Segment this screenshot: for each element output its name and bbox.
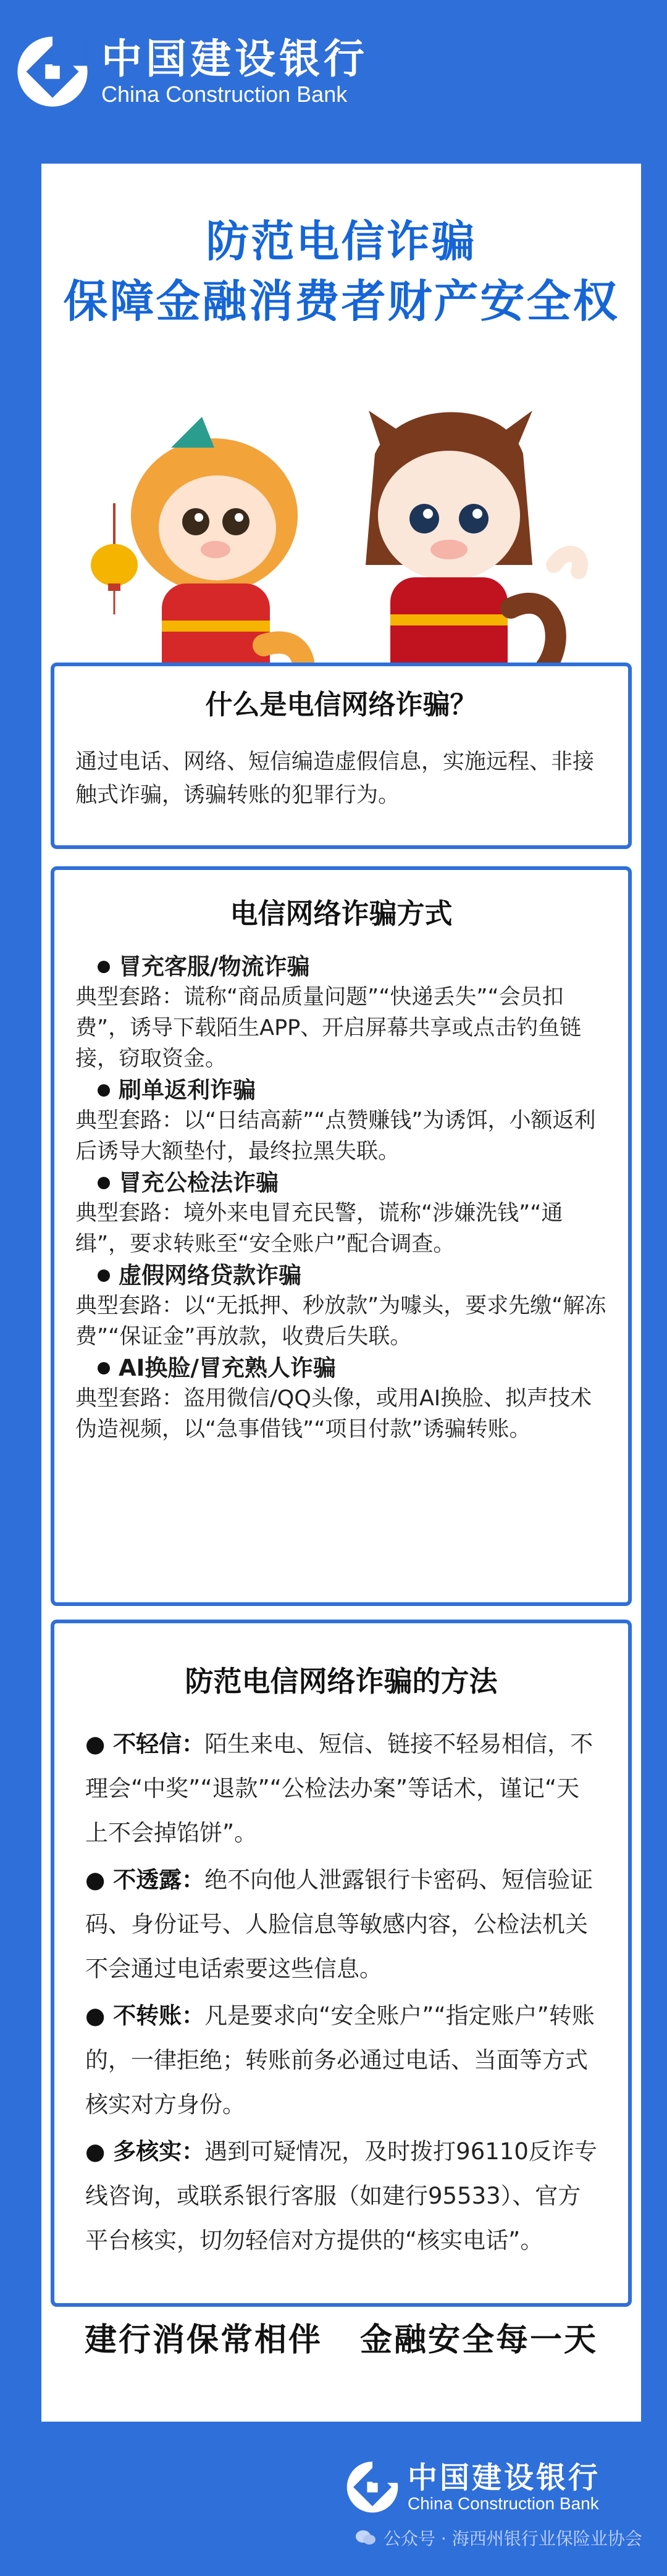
scam-item-desc: 典型套路：谎称“商品质量问题”“快递丢失”“会员扣费”，诱导下载陌生APP、开启屏幕共享或点击钓鱼链接，窃取资金。 xyxy=(75,985,582,1071)
method-text: 凡是要求向“安全账户”“指定账户”转账的，一律拒绝；转账前务必通过电话、当面等方式核实对方身份。 xyxy=(85,2002,595,2118)
bullet-icon xyxy=(98,1269,110,1282)
brand-name-en: China Construction Bank xyxy=(101,82,348,107)
scam-item-name: 冒充公检法诈骗 xyxy=(119,1169,279,1196)
card-what-title: 什么是电信网络诈骗？ xyxy=(205,689,477,721)
scam-item-name: 冒充客服/物流诈骗 xyxy=(119,953,310,980)
method-item xyxy=(54,1722,628,1855)
top-brand-logo xyxy=(16,28,368,115)
scam-item xyxy=(54,1353,628,1445)
scam-item-name: AI换脸/冒充熟人诈骗 xyxy=(119,1355,336,1381)
method-label: ● 多核实： xyxy=(85,2138,205,2165)
wechat-icon xyxy=(355,2529,376,2546)
card-prevention-methods xyxy=(51,1620,632,2307)
watermark-text: 公众号 · 海西州银行业保险业协会 xyxy=(384,2528,642,2549)
scam-item-desc: 典型套路：盗用微信/QQ头像，或用AI换脸、拟声技术伪造视频，以“急事借钱”“项目付款”诱骗转账。 xyxy=(75,1386,592,1442)
scam-item xyxy=(54,1168,628,1260)
card-what-body: 通过电话、网络、短信编造虚假信息，实施远程、非接触式诈骗，诱骗转账的犯罪行为。 xyxy=(75,750,595,808)
method-label: ● 不轻信： xyxy=(85,1731,205,1757)
method-label: ● 不转账： xyxy=(85,2002,205,2029)
method-item xyxy=(54,1994,628,2127)
bullet-icon xyxy=(98,1084,110,1097)
headline-line-1: 防范电信诈骗 xyxy=(206,216,477,267)
bottom-brand-logo xyxy=(346,2461,600,2514)
method-item xyxy=(54,2130,628,2263)
card-types-title: 电信网络诈骗方式 xyxy=(230,897,453,930)
scam-item xyxy=(54,952,628,1074)
bullet-icon xyxy=(98,1177,110,1189)
scam-item-desc: 典型套路：以“无抵押、秒放款”为噱头，要求先缴“解冻费”“保证金”再放款，收费后失联。 xyxy=(75,1294,606,1349)
scam-item-desc: 典型套路：以“日结高薪”“点赞赚钱”为诱饵，小额返利后诱导大额垫付，最终拉黑失联。 xyxy=(75,1108,596,1164)
brand-name-cn: 中国建设银行 xyxy=(408,2461,601,2495)
scam-item xyxy=(54,1076,628,1167)
method-text: 陌生来电、短信、链接不轻易相信，不理会“中奖”“退款”“公检法办案”等话术，谨记“天上不会掉馅饼”。 xyxy=(85,1731,594,1846)
scam-item-name: 刷单返利诈骗 xyxy=(119,1077,256,1103)
method-label: ● 不透露： xyxy=(85,1867,205,1893)
main-panel xyxy=(41,164,641,2422)
scam-item-name: 虚假网络贷款诈骗 xyxy=(119,1262,301,1289)
bullet-icon xyxy=(98,1362,110,1374)
brand-name-cn: 中国建设银行 xyxy=(101,35,368,83)
watermark xyxy=(355,2525,642,2550)
ccb-logo-icon xyxy=(16,35,89,108)
card-fraud-types xyxy=(51,866,632,1606)
headline-line-2: 保障金融消费者财产安全权 xyxy=(63,275,619,327)
ccb-logo-icon xyxy=(346,2461,399,2514)
card-what-is-fraud xyxy=(51,663,632,849)
card-methods-title: 防范电信网络诈骗的方法 xyxy=(185,1665,498,1698)
scam-item xyxy=(54,1261,628,1352)
scam-item-desc: 典型套路：境外来电冒充民警，谎称“涉嫌洗钱”“通缉”，要求转账至“安全账户”配合调查。 xyxy=(75,1201,563,1257)
method-item xyxy=(54,1858,628,1991)
brand-name-en: China Construction Bank xyxy=(408,2494,599,2513)
bullet-icon xyxy=(98,961,110,973)
method-text: 绝不向他人泄露银行卡密码、短信验证码、身份证号、人脸信息等敏感内容，公检法机关不会通过电话索要这些信息。 xyxy=(85,1867,594,1982)
method-text: 遇到可疑情况，及时拨打96110反诈专线咨询，或联系银行客服（如建行95533）、官方平台核实，切勿轻信对方提供的“核实电话”。 xyxy=(85,2138,597,2254)
slogan: 建行消保常相伴 金融安全每一天 xyxy=(84,2321,598,2359)
